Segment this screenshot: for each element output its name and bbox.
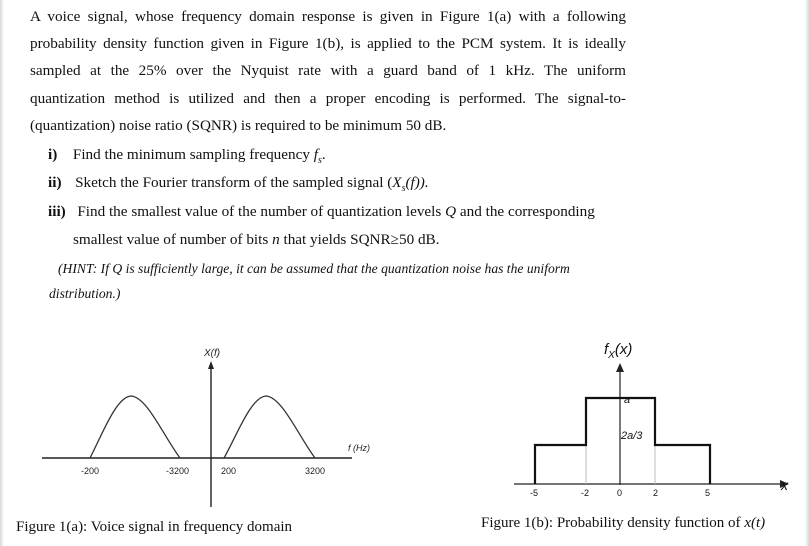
tick-label: 200 — [221, 466, 237, 476]
paragraph-line-4: quantization method is utilized and then a proper encoding is performed. The signal-to- — [30, 90, 626, 107]
spectrum-lobe-right — [224, 396, 315, 458]
paragraph-line-1: A voice signal, whose frequency domain response is given in Figure 1(a) with a following — [30, 8, 626, 25]
question-item-3 — [48, 203, 595, 221]
value-label-2a3: 2a/3 — [621, 430, 643, 442]
tick-label: 3200 — [305, 466, 326, 476]
item-tail: (f)). — [405, 174, 429, 191]
tick-label: 2 — [653, 488, 659, 498]
tick-label: 0 — [617, 488, 623, 498]
left-page-edge — [0, 0, 4, 546]
hint-line-1: (HINT: If Q is sufficiently large, it can be assumed that the quantization noise has the uniform — [58, 261, 570, 276]
y-axis-arrow-icon — [616, 363, 624, 372]
math-symbol: X — [392, 174, 402, 191]
item-label: i) — [48, 146, 58, 163]
tick-label: -2 — [581, 488, 590, 498]
math-subscript: s — [401, 183, 406, 195]
item-text: smallest value of number of bits — [73, 231, 273, 248]
item-tail: . — [321, 146, 326, 163]
x-axis-label: f (Hz) — [348, 443, 370, 453]
tick-label: -3200 — [166, 466, 190, 476]
y-axis-label: $f_X(x)$ — [604, 341, 633, 361]
math-symbol: Q — [445, 203, 457, 220]
figure-1a-plot — [30, 335, 390, 515]
item-tail: that yields SQNR≥50 dB. — [279, 231, 440, 248]
question-item-2 — [48, 174, 429, 198]
value-label-a: a — [624, 394, 631, 406]
figure-1a-caption: Figure 1(a): Voice signal in frequency domain — [16, 519, 293, 535]
item-label: iii) — [48, 203, 66, 220]
x-axis-label: x — [781, 477, 788, 493]
math-subscript: s — [317, 155, 322, 167]
paragraph-line-5: (quantization) noise ratio (SQNR) is required to be minimum 50 dB. — [30, 117, 447, 134]
caption-text: Figure 1(b): Probability density function of — [481, 515, 745, 531]
item-text: Sketch the Fourier transform of the sampled signal ( — [75, 174, 393, 191]
item-text: Find the minimum sampling frequency — [72, 146, 314, 163]
item-tail: and the corresponding — [456, 203, 595, 220]
item-label: ii) — [48, 174, 62, 191]
figure-1b-caption — [481, 515, 765, 532]
y-axis-label: X(f) — [204, 348, 221, 359]
paragraph-line-2: probability density function given in Figure 1(b), is applied to the PCM system. It is ideally — [30, 35, 626, 52]
y-axis-arrow-icon — [208, 361, 214, 369]
tick-label: 5 — [705, 488, 711, 498]
question-item-1 — [48, 146, 326, 170]
caption-math: x(t) — [744, 515, 766, 531]
math-symbol: n — [272, 231, 280, 248]
paragraph-line-3: sampled at the 25% over the Nyquist rate with a guard band of 1 kHz. The uniform — [30, 62, 626, 79]
tick-label: -200 — [81, 466, 100, 476]
tick-label: -5 — [530, 488, 539, 498]
question-item-3-continued — [73, 231, 439, 249]
math-symbol: f — [313, 146, 318, 163]
hint-line-2: distribution.) — [49, 286, 121, 301]
figure-1b-plot — [500, 335, 800, 505]
spectrum-lobe-left — [90, 396, 180, 458]
right-page-edge — [805, 0, 809, 546]
item-text: Find the smallest value of the number of quantization levels — [77, 203, 446, 220]
